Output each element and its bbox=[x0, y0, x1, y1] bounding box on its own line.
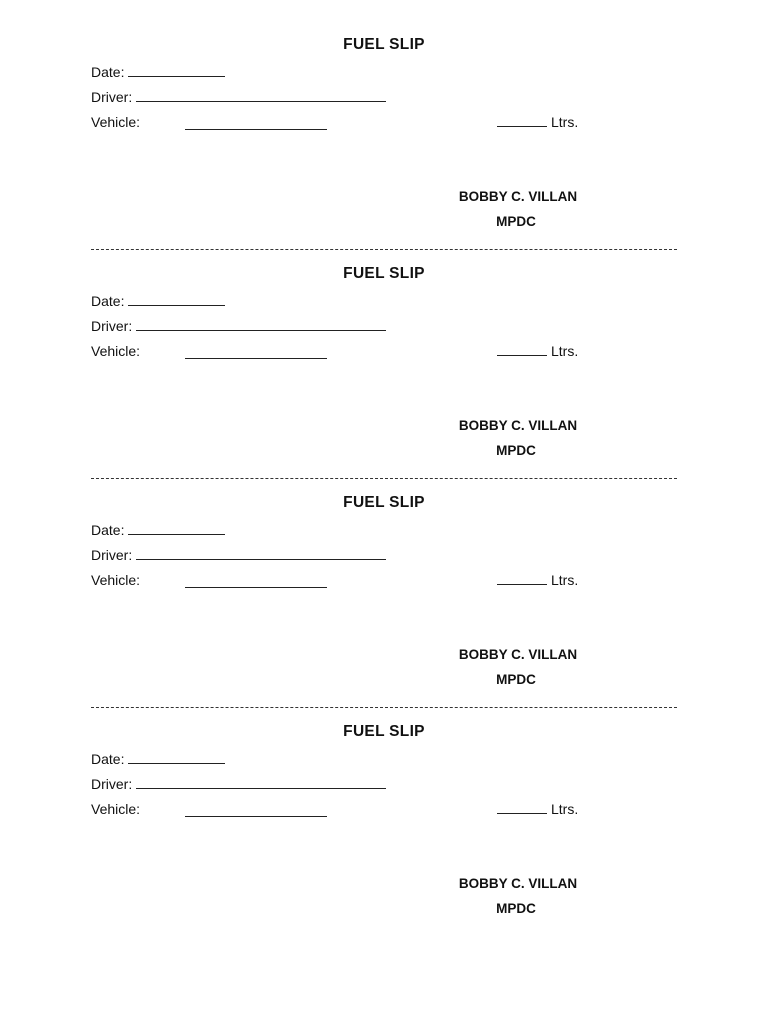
fuel-slip bbox=[0, 687, 768, 916]
liters-label: Ltrs. bbox=[551, 114, 579, 130]
vehicle-blank-line[interactable] bbox=[185, 358, 327, 359]
date-row bbox=[91, 293, 225, 309]
driver-label: Driver: bbox=[91, 776, 133, 792]
fuel-slip bbox=[0, 0, 768, 229]
vehicle-label: Vehicle: bbox=[91, 801, 141, 817]
vehicle-blank-line[interactable] bbox=[185, 129, 327, 130]
date-row bbox=[91, 64, 225, 80]
signatory-name: BOBBY C. VILLAN bbox=[458, 418, 578, 433]
date-label: Date: bbox=[91, 522, 125, 538]
driver-label: Driver: bbox=[91, 318, 133, 334]
vehicle-blank-line[interactable] bbox=[185, 816, 327, 817]
date-label: Date: bbox=[91, 293, 125, 309]
date-blank-line[interactable] bbox=[128, 762, 225, 764]
slip-title: FUEL SLIP bbox=[343, 494, 425, 511]
liters-blank-line[interactable] bbox=[497, 813, 547, 814]
vehicle-blank-line[interactable] bbox=[185, 587, 327, 588]
date-label: Date: bbox=[91, 64, 125, 80]
liters-field bbox=[497, 572, 578, 588]
liters-field bbox=[497, 114, 578, 130]
signatory-name: BOBBY C. VILLAN bbox=[458, 189, 578, 204]
vehicle-label: Vehicle: bbox=[91, 114, 141, 130]
driver-label: Driver: bbox=[91, 547, 133, 563]
signatory-name: BOBBY C. VILLAN bbox=[458, 876, 578, 891]
driver-label: Driver: bbox=[91, 89, 133, 105]
fuel-slip bbox=[0, 229, 768, 458]
liters-field bbox=[497, 801, 578, 817]
liters-label: Ltrs. bbox=[551, 572, 579, 588]
vehicle-label: Vehicle: bbox=[91, 572, 141, 588]
driver-row bbox=[91, 776, 386, 792]
signatory-org: MPDC bbox=[496, 214, 536, 229]
driver-blank-line[interactable] bbox=[136, 100, 386, 102]
slip-title: FUEL SLIP bbox=[343, 723, 425, 740]
signatory-org: MPDC bbox=[496, 443, 536, 458]
driver-blank-line[interactable] bbox=[136, 558, 386, 560]
liters-label: Ltrs. bbox=[551, 801, 579, 817]
vehicle-row bbox=[91, 343, 140, 359]
liters-blank-line[interactable] bbox=[497, 355, 547, 356]
vehicle-row bbox=[91, 572, 140, 588]
driver-blank-line[interactable] bbox=[136, 329, 386, 331]
signatory-name: BOBBY C. VILLAN bbox=[458, 647, 578, 662]
date-row bbox=[91, 751, 225, 767]
liters-blank-line[interactable] bbox=[497, 126, 547, 127]
date-blank-line[interactable] bbox=[128, 304, 225, 306]
driver-row bbox=[91, 89, 386, 105]
vehicle-label: Vehicle: bbox=[91, 343, 141, 359]
vehicle-row bbox=[91, 114, 140, 130]
slip-title: FUEL SLIP bbox=[343, 36, 425, 53]
signatory-org: MPDC bbox=[496, 672, 536, 687]
slip-title: FUEL SLIP bbox=[343, 265, 425, 282]
date-blank-line[interactable] bbox=[128, 533, 225, 535]
driver-row bbox=[91, 547, 386, 563]
date-row bbox=[91, 522, 225, 538]
liters-field bbox=[497, 343, 578, 359]
liters-label: Ltrs. bbox=[551, 343, 579, 359]
vehicle-row bbox=[91, 801, 140, 817]
liters-blank-line[interactable] bbox=[497, 584, 547, 585]
signatory-org: MPDC bbox=[496, 901, 536, 916]
date-blank-line[interactable] bbox=[128, 75, 225, 77]
fuel-slip bbox=[0, 458, 768, 687]
driver-row bbox=[91, 318, 386, 334]
driver-blank-line[interactable] bbox=[136, 787, 386, 789]
date-label: Date: bbox=[91, 751, 125, 767]
